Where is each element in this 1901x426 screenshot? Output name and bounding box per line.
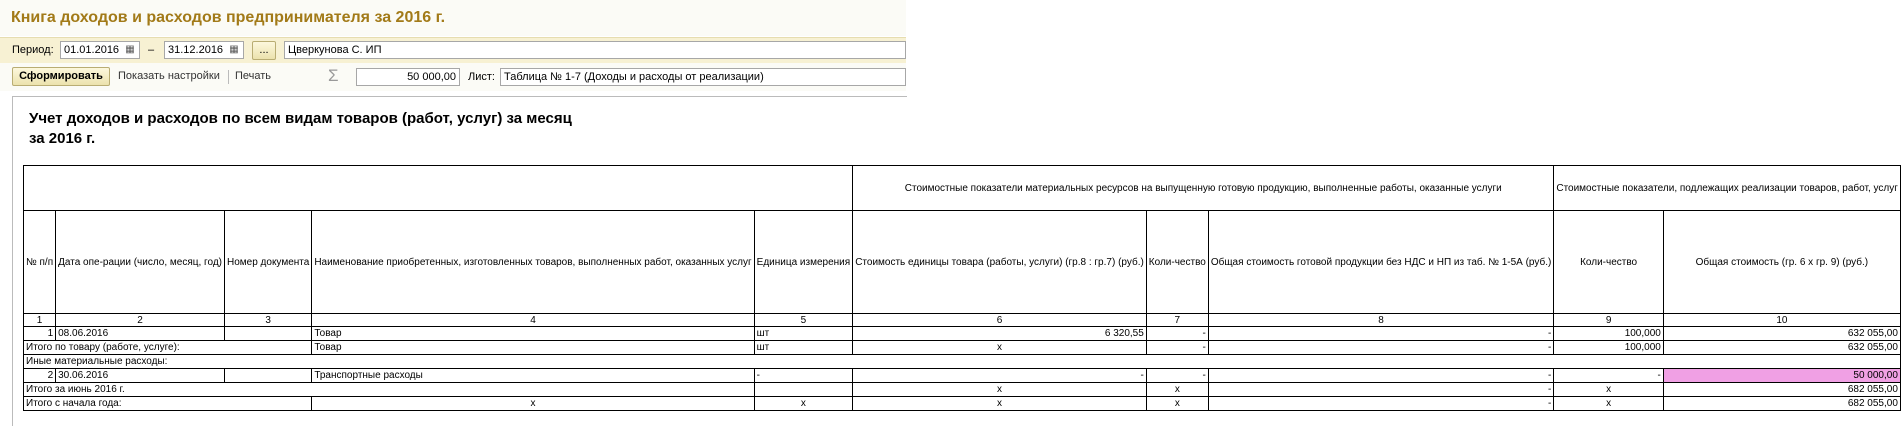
date-from-field[interactable] [60, 41, 140, 59]
cell[interactable] [224, 369, 311, 383]
cell[interactable]: x [1554, 383, 1664, 397]
generate-button[interactable]: Сформировать [12, 67, 110, 86]
cell[interactable]: x [853, 383, 1147, 397]
period-label: Период: [12, 44, 54, 56]
table-row-total [24, 397, 1901, 411]
cell[interactable]: x [853, 341, 1147, 355]
cell[interactable]: Итого по товару (работе, услуге): [24, 341, 312, 355]
col-number: 4 [312, 314, 754, 327]
col-header: Номер документа [224, 211, 311, 314]
selected-cell[interactable]: 50 000,00 [1663, 369, 1900, 383]
cell[interactable]: шт [754, 327, 853, 341]
table-row-total [24, 383, 1901, 397]
cell[interactable]: - [1208, 383, 1554, 397]
cell[interactable]: 100,000 [1554, 341, 1664, 355]
title-bar [0, 0, 906, 36]
cell[interactable]: 30.06.2016 [56, 369, 225, 383]
header-blank [24, 166, 853, 211]
col-number: 10 [1663, 314, 1900, 327]
calendar-icon[interactable]: ▦ [229, 44, 239, 55]
col-number: 8 [1208, 314, 1554, 327]
cell[interactable]: - [1208, 327, 1554, 341]
cell[interactable]: x [754, 397, 853, 411]
report-title-line2: за 2016 г. [29, 130, 96, 147]
cell[interactable]: Товар [312, 327, 754, 341]
print-link[interactable]: Печать [235, 70, 272, 82]
command-bar [0, 63, 906, 91]
period-toolbar [0, 37, 906, 64]
date-to-field[interactable] [164, 41, 244, 59]
cell[interactable]: 6 320,55 [853, 327, 1147, 341]
report-area [12, 96, 1898, 426]
cell[interactable]: x [1554, 397, 1664, 411]
col-header: Дата опе-рации (число, месяц, год) [56, 211, 225, 314]
window-title: Книга доходов и расходов предпринимателя за 2016 г. [11, 9, 446, 26]
cell[interactable]: x [1146, 383, 1208, 397]
table-row [24, 327, 1901, 341]
cell[interactable]: 632 055,00 [1663, 327, 1900, 341]
cell[interactable]: - [754, 369, 853, 383]
cell[interactable]: шт [754, 341, 853, 355]
col-header: Коли-чество [1554, 211, 1664, 314]
col-header: Стоимость единицы товара (работы, услуги) (гр.8 : гр.7) (руб.) [853, 211, 1147, 314]
table-row-subtotal [24, 341, 1901, 355]
col-header: Коли-чество [1146, 211, 1208, 314]
col-number: 6 [853, 314, 1147, 327]
cell[interactable]: - [853, 369, 1147, 383]
calendar-icon[interactable]: ▦ [125, 44, 135, 55]
col-number: 7 [1146, 314, 1208, 327]
cell[interactable]: 682 055,00 [1663, 397, 1900, 411]
separator [228, 70, 229, 84]
report-table [23, 165, 1901, 411]
organization-field[interactable]: Цверкунова С. ИП [284, 41, 906, 59]
cell[interactable]: 2 [24, 369, 56, 383]
period-dash: – [148, 44, 155, 56]
sheet-select[interactable]: Таблица № 1-7 (Доходы и расходы от реализации) [500, 68, 906, 86]
cell[interactable]: x [312, 397, 754, 411]
group-header-sales: Стоимостные показатели, подлежащих реализации товаров, работ, услуг [1554, 166, 1901, 211]
cell[interactable]: Итого за июнь 2016 г. [24, 383, 755, 397]
cell[interactable]: - [1208, 369, 1554, 383]
cell[interactable] [224, 327, 311, 341]
col-number: 2 [56, 314, 225, 327]
cell[interactable]: Иные материальные расходы: [24, 355, 1901, 369]
cell[interactable]: Товар [312, 341, 754, 355]
cell[interactable]: x [1146, 397, 1208, 411]
cell[interactable]: - [1208, 397, 1554, 411]
report-title [29, 109, 572, 149]
show-settings-link[interactable]: Показать настройки [118, 70, 220, 82]
period-select-button[interactable]: ... [252, 41, 276, 60]
table-row [24, 369, 1901, 383]
col-number: 9 [1554, 314, 1664, 327]
cell[interactable]: - [1146, 327, 1208, 341]
cell[interactable]: 682 055,00 [1663, 383, 1900, 397]
col-header: Наименование приобретенных, изготовленных товаров, выполненных работ, оказанных услуг [312, 211, 754, 314]
col-number: 1 [24, 314, 56, 327]
col-header: № п/п [24, 211, 56, 314]
header-row-group [24, 166, 1901, 211]
cell[interactable]: - [1146, 341, 1208, 355]
column-number-row [24, 314, 1901, 327]
cell[interactable]: 1 [24, 327, 56, 341]
sigma-icon: Σ [328, 66, 339, 85]
col-number: 5 [754, 314, 853, 327]
cell[interactable]: 100,000 [1554, 327, 1664, 341]
col-header: Общая стоимость (гр. 6 х гр. 9) (руб.) [1663, 211, 1900, 314]
sheet-label: Лист: [468, 71, 495, 83]
cell[interactable]: 632 055,00 [1663, 341, 1900, 355]
report-title-line1: Учет доходов и расходов по всем видам товаров (работ, услуг) за месяц [29, 110, 572, 127]
col-number: 3 [224, 314, 311, 327]
cell[interactable]: - [1554, 369, 1664, 383]
cell[interactable]: - [1208, 341, 1554, 355]
cell[interactable]: 08.06.2016 [56, 327, 225, 341]
col-header: Единица измерения [754, 211, 853, 314]
col-header: Общая стоимость готовой продукции без НДС и НП из таб. № 1-5А (руб.) [1208, 211, 1554, 314]
cell[interactable]: Итого с начала года: [24, 397, 312, 411]
cell[interactable]: - [1146, 369, 1208, 383]
date-to-value: 31.12.2016 [168, 44, 224, 56]
date-from-value: 01.01.2016 [64, 44, 120, 56]
cell[interactable]: Транспортные расходы [312, 369, 754, 383]
group-header-materials: Стоимостные показатели материальных ресурсов на выпущенную готовую продукцию, выполненные работы, оказанные услуги [853, 166, 1554, 211]
cell[interactable]: x [853, 397, 1147, 411]
cell[interactable] [754, 383, 853, 397]
sum-field: 50 000,00 [356, 68, 460, 86]
header-row-columns [24, 211, 1901, 314]
table-row-section [24, 355, 1901, 369]
